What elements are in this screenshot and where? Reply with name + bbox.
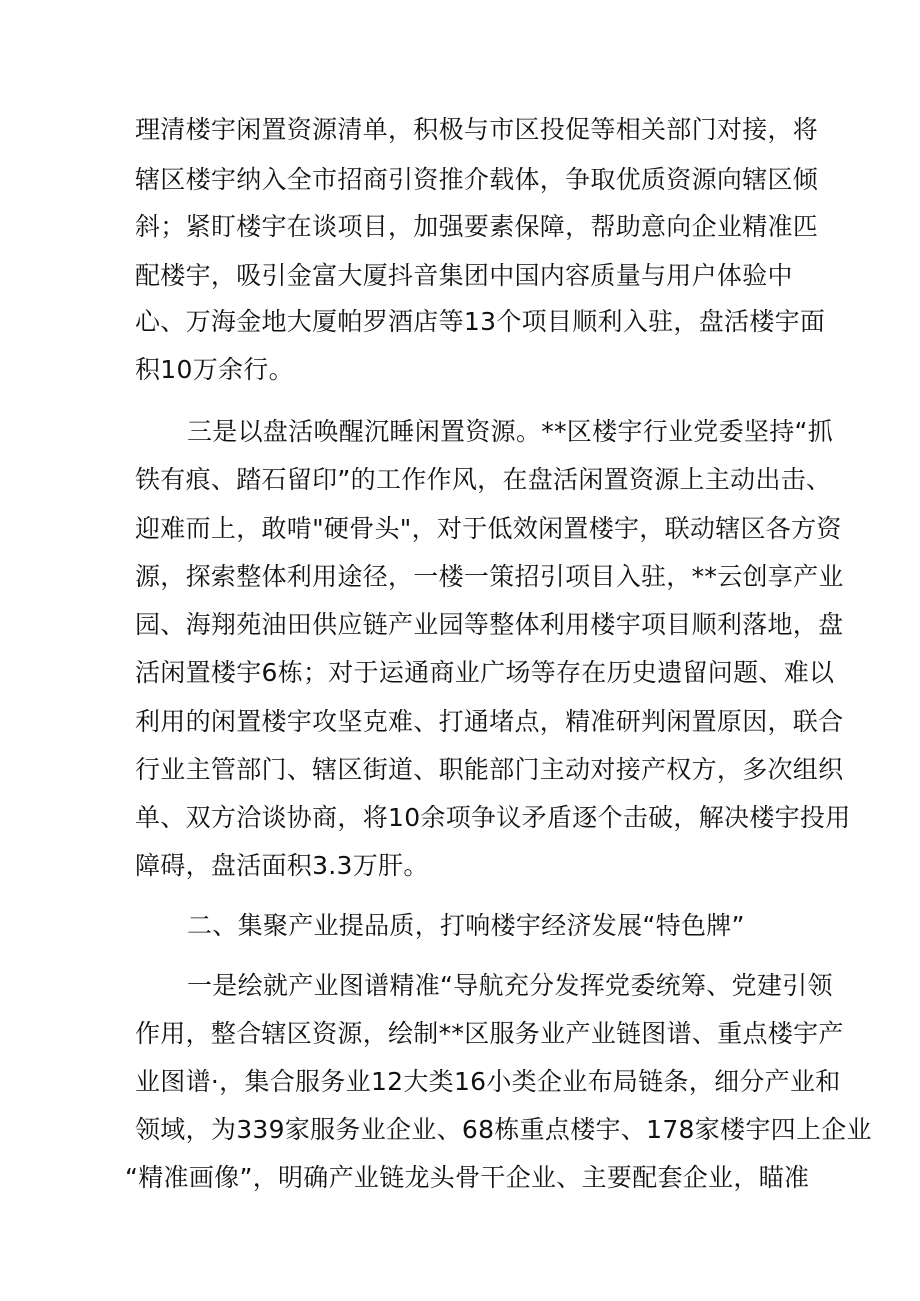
text-line: 一是绘就产业图谱精准“导航充分发挥党委统筹、党建引领 bbox=[187, 971, 833, 1000]
text-line: 三是以盘活唤醒沉睡闲置资源。**区楼宇行业党委坚持“抓 bbox=[187, 417, 834, 446]
text-line: 活闲置楼宇6栋；对于运通商业广场等存在历史遗留问题、难以 bbox=[135, 658, 835, 687]
section-heading: 二、集聚产业提品质，打响楼宇经济发展“特色牌” bbox=[187, 911, 745, 940]
text-line: 迎难而上，敢啃"硬骨头"，对于低效闲置楼宇，联动辖区各方资 bbox=[135, 514, 842, 543]
text-line: 斜；紧盯楼宇在谈项目，加强要素保障，帮助意向企业精准匹 bbox=[135, 212, 819, 241]
text-line: 行业主管部门、辖区街道、职能部门主动对接产权方，多次组织 bbox=[135, 755, 844, 784]
text-line: 铁有痕、踏石留印”的工作作风，在盘活闲置资源上主动出击、 bbox=[135, 465, 832, 494]
text-line: 领域，为339家服务业企业、68栋重点楼宇、178家楼宇四上企业 bbox=[135, 1115, 872, 1144]
text-line: 作用，整合辖区资源，绘制**区服务业产业链图谱、重点楼宇产 bbox=[135, 1019, 844, 1048]
text-line: 理清楼宇闲置资源清单，积极与市区投促等相关部门对接，将 bbox=[135, 115, 819, 144]
text-line: 配楼宇，吸引金富大厦抖音集团中国内容质量与用户体验中 bbox=[135, 261, 793, 290]
text-line: 单、双方洽谈协商，将10余项争议矛盾逐个击破，解决楼宇投用 bbox=[135, 803, 851, 832]
text-line: 园、海翔苑油田供应链产业园等整体利用楼宇项目顺利落地，盘 bbox=[135, 610, 844, 639]
text-line: 积10万余行。 bbox=[135, 355, 294, 384]
text-line: 源，探索整体利用途径，一楼一策招引项目入驻，**云创享产业 bbox=[135, 562, 844, 591]
text-line: 业图谱·，集合服务业12大类16小类企业布局链条，细分产业和 bbox=[135, 1067, 841, 1096]
text-line: 心、万海金地大厦帕罗酒店等13个项目顺利入驻，盘活楼宇面 bbox=[135, 307, 826, 336]
text-line: 辖区楼宇纳入全市招商引资推介载体，争取优质资源向辖区倾 bbox=[135, 165, 819, 194]
text-line: 障碍，盘活面积3.3万肝。 bbox=[135, 851, 429, 880]
text-line: “精准画像”，明确产业链龙头骨干企业、主要配套企业，瞄准 bbox=[125, 1163, 810, 1192]
text-line: 利用的闲置楼宇攻坚克难、打通堵点，精准研判闲置原因，联合 bbox=[135, 707, 844, 736]
